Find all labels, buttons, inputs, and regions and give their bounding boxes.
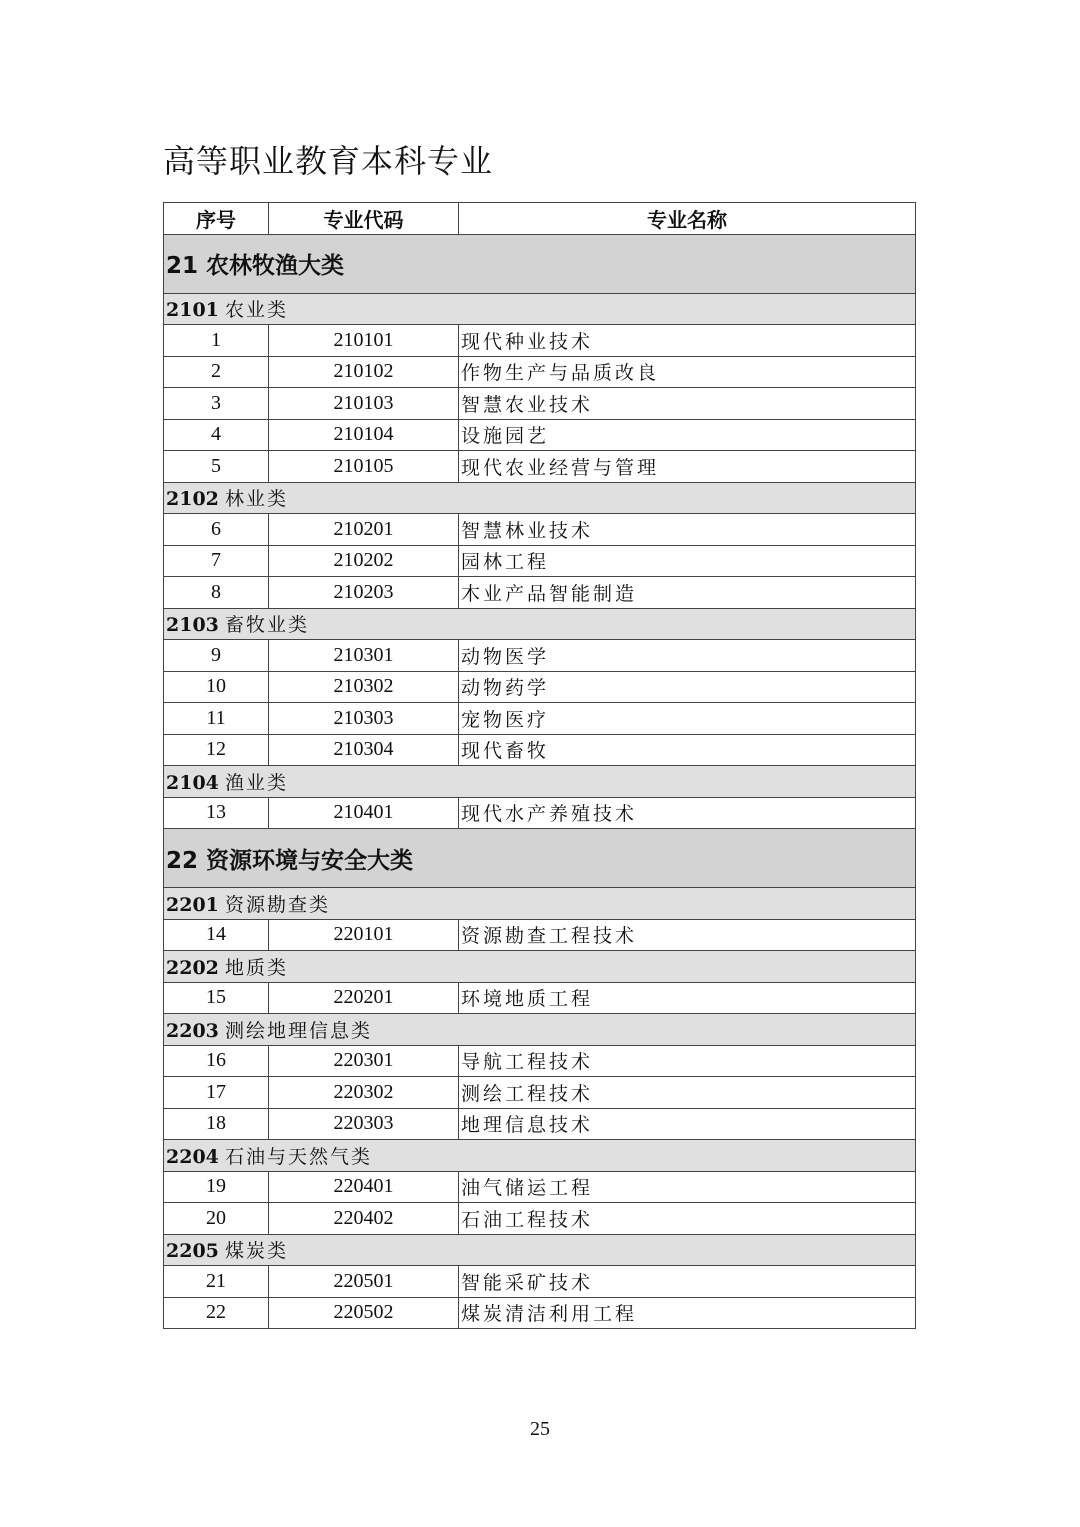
row-name: 测绘工程技术 <box>459 1077 916 1109</box>
row-code: 220302 <box>269 1077 459 1109</box>
table-row <box>164 1045 916 1077</box>
row-code: 210303 <box>269 703 459 735</box>
table-row <box>164 640 916 672</box>
row-seq: 2 <box>164 356 269 388</box>
row-name: 地理信息技术 <box>459 1108 916 1140</box>
row-name: 现代畜牧 <box>459 734 916 766</box>
table-row <box>164 419 916 451</box>
row-seq: 5 <box>164 451 269 483</box>
page-title: 高等职业教育本科专业 <box>163 142 494 180</box>
header-name: 专业名称 <box>459 203 916 235</box>
table-row <box>164 451 916 483</box>
table-row <box>164 1077 916 1109</box>
row-name: 现代农业经营与管理 <box>459 451 916 483</box>
subcategory-name: 农业类 <box>224 299 288 322</box>
table-row <box>164 797 916 829</box>
row-seq: 9 <box>164 640 269 672</box>
row-name: 石油工程技术 <box>459 1203 916 1235</box>
row-name: 智慧林业技术 <box>459 514 916 546</box>
table-row <box>164 1203 916 1235</box>
table-row <box>164 388 916 420</box>
row-code: 220502 <box>269 1297 459 1329</box>
table-row <box>164 671 916 703</box>
table-row <box>164 1171 916 1203</box>
subcategory-name: 煤炭类 <box>224 1240 288 1263</box>
row-name: 导航工程技术 <box>459 1045 916 1077</box>
subcategory-name: 地质类 <box>224 956 288 979</box>
row-name: 设施园艺 <box>459 419 916 451</box>
row-seq: 15 <box>164 982 269 1014</box>
row-name: 资源勘查工程技术 <box>459 919 916 951</box>
page-number: 25 <box>530 1418 550 1440</box>
row-name: 现代水产养殖技术 <box>459 797 916 829</box>
row-name: 木业产品智能制造 <box>459 577 916 609</box>
row-seq: 16 <box>164 1045 269 1077</box>
row-code: 210104 <box>269 419 459 451</box>
row-name: 智能采矿技术 <box>459 1266 916 1298</box>
subcategory-name: 测绘地理信息类 <box>224 1019 372 1042</box>
subcategory-name: 石油与天然气类 <box>224 1145 372 1168</box>
row-seq: 8 <box>164 577 269 609</box>
subcategory-name: 渔业类 <box>224 771 288 794</box>
row-code: 210202 <box>269 545 459 577</box>
subcategory-code: 2103 <box>166 614 219 637</box>
category-row <box>164 829 916 888</box>
row-seq: 20 <box>164 1203 269 1235</box>
row-code: 210304 <box>269 734 459 766</box>
subcategory-code: 2102 <box>166 488 219 511</box>
row-seq: 18 <box>164 1108 269 1140</box>
row-seq: 22 <box>164 1297 269 1329</box>
row-seq: 12 <box>164 734 269 766</box>
row-code: 210101 <box>269 325 459 357</box>
table-row <box>164 577 916 609</box>
row-seq: 7 <box>164 545 269 577</box>
row-seq: 11 <box>164 703 269 735</box>
table-row <box>164 1297 916 1329</box>
row-code: 210103 <box>269 388 459 420</box>
row-name: 现代种业技术 <box>459 325 916 357</box>
row-code: 210301 <box>269 640 459 672</box>
subcategory-row <box>164 482 916 514</box>
row-code: 210105 <box>269 451 459 483</box>
row-seq: 17 <box>164 1077 269 1109</box>
row-seq: 21 <box>164 1266 269 1298</box>
row-code: 210102 <box>269 356 459 388</box>
row-code: 210302 <box>269 671 459 703</box>
subcategory-name: 林业类 <box>224 488 288 511</box>
row-code: 220301 <box>269 1045 459 1077</box>
row-code: 210401 <box>269 797 459 829</box>
row-seq: 10 <box>164 671 269 703</box>
row-code: 220201 <box>269 982 459 1014</box>
row-code: 220402 <box>269 1203 459 1235</box>
row-name: 煤炭清洁利用工程 <box>459 1297 916 1329</box>
table-row <box>164 1108 916 1140</box>
row-name: 油气储运工程 <box>459 1171 916 1203</box>
subcategory-code: 2202 <box>166 956 219 979</box>
subcategory-row <box>164 1234 916 1266</box>
table-row <box>164 982 916 1014</box>
subcategory-name: 畜牧业类 <box>224 614 309 637</box>
row-seq: 1 <box>164 325 269 357</box>
subcategory-row <box>164 1014 916 1046</box>
subcategory-row <box>164 951 916 983</box>
subcategory-row <box>164 293 916 325</box>
majors-table <box>163 202 916 1329</box>
subcategory-cell <box>164 1234 916 1266</box>
row-seq: 6 <box>164 514 269 546</box>
subcategory-cell <box>164 1014 916 1046</box>
table-row <box>164 356 916 388</box>
table-row <box>164 734 916 766</box>
row-name: 园林工程 <box>459 545 916 577</box>
row-seq: 4 <box>164 419 269 451</box>
row-code: 220501 <box>269 1266 459 1298</box>
row-name: 动物医学 <box>459 640 916 672</box>
row-code: 210203 <box>269 577 459 609</box>
table-row <box>164 919 916 951</box>
subcategory-name: 资源勘查类 <box>224 893 330 916</box>
table-row <box>164 545 916 577</box>
category-title: 22 资源环境与安全大类 <box>164 829 916 888</box>
header-seq: 序号 <box>164 203 269 235</box>
subcategory-code: 2101 <box>166 299 219 322</box>
table-row <box>164 514 916 546</box>
subcategory-code: 2203 <box>166 1019 219 1042</box>
subcategory-cell <box>164 293 916 325</box>
row-name: 宠物医疗 <box>459 703 916 735</box>
row-code: 210201 <box>269 514 459 546</box>
subcategory-code: 2205 <box>166 1240 219 1263</box>
category-title: 21 农林牧渔大类 <box>164 234 916 293</box>
subcategory-row <box>164 608 916 640</box>
row-name: 环境地质工程 <box>459 982 916 1014</box>
subcategory-code: 2104 <box>166 771 219 794</box>
table-header-row <box>164 203 916 235</box>
category-row <box>164 234 916 293</box>
row-seq: 3 <box>164 388 269 420</box>
row-code: 220303 <box>269 1108 459 1140</box>
subcategory-row <box>164 1140 916 1172</box>
row-code: 220101 <box>269 919 459 951</box>
row-name: 作物生产与品质改良 <box>459 356 916 388</box>
subcategory-cell <box>164 951 916 983</box>
subcategory-cell <box>164 482 916 514</box>
subcategory-cell <box>164 608 916 640</box>
row-name: 智慧农业技术 <box>459 388 916 420</box>
row-seq: 13 <box>164 797 269 829</box>
subcategory-row <box>164 766 916 798</box>
subcategory-code: 2204 <box>166 1145 219 1168</box>
table-row <box>164 703 916 735</box>
subcategory-cell <box>164 766 916 798</box>
subcategory-row <box>164 888 916 920</box>
row-code: 220401 <box>269 1171 459 1203</box>
subcategory-code: 2201 <box>166 893 219 916</box>
header-code: 专业代码 <box>269 203 459 235</box>
subcategory-cell <box>164 1140 916 1172</box>
table-body <box>164 234 916 1329</box>
table-row <box>164 325 916 357</box>
row-seq: 14 <box>164 919 269 951</box>
table-row <box>164 1266 916 1298</box>
row-name: 动物药学 <box>459 671 916 703</box>
subcategory-cell <box>164 888 916 920</box>
row-seq: 19 <box>164 1171 269 1203</box>
